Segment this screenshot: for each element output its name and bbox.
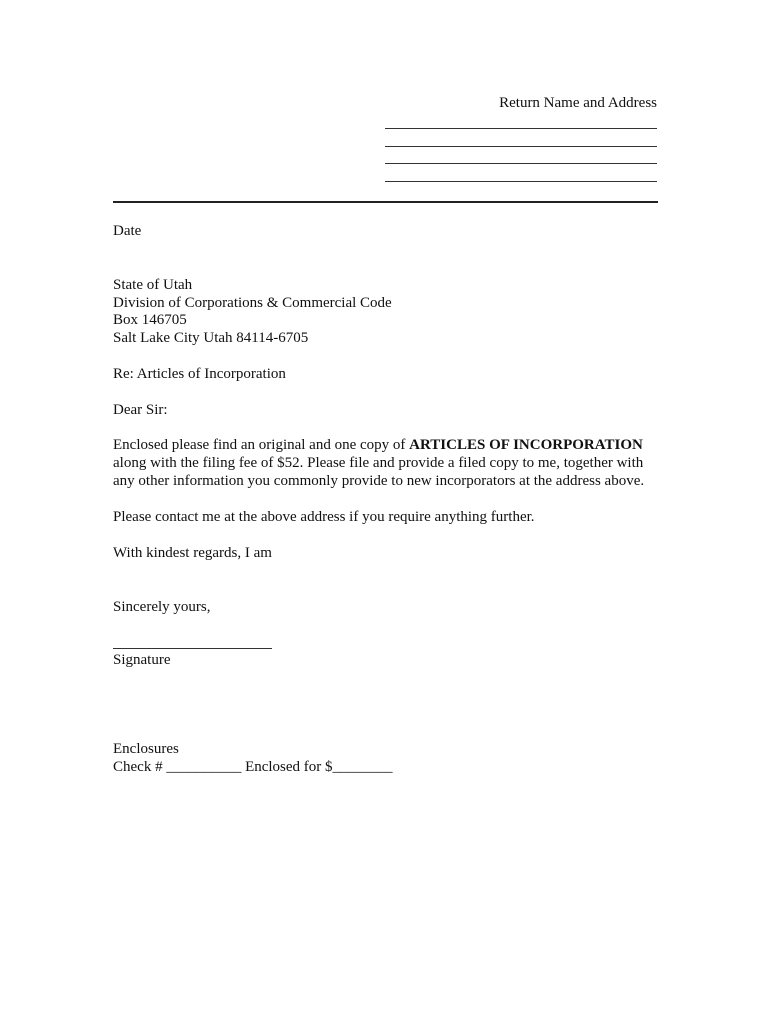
enclosures-label: Enclosures xyxy=(113,741,179,757)
body-paragraph-1-line-1 xyxy=(113,436,658,454)
document-title-emphasis: ARTICLES OF INCORPORATION xyxy=(409,437,643,453)
recipient-line-3: Box 146705 xyxy=(113,312,187,328)
return-address-block xyxy=(385,94,657,112)
signature-line[interactable] xyxy=(113,648,272,649)
recipient-line-4: Salt Lake City Utah 84114-6705 xyxy=(113,330,309,346)
signature-label: Signature xyxy=(113,652,171,668)
body-paragraph-3: With kindest regards, I am xyxy=(113,545,272,561)
body-paragraph-1-line-3: any other information you commonly provide to new incorporators at the address above. xyxy=(113,473,645,489)
date-label: Date xyxy=(113,223,142,239)
header-divider xyxy=(113,201,658,203)
recipient-line-2: Division of Corporations & Commercial Code xyxy=(113,295,392,311)
re-line: Re: Articles of Incorporation xyxy=(113,366,286,382)
salutation: Dear Sir: xyxy=(113,402,168,418)
check-line: Check # __________ Enclosed for $________ xyxy=(113,759,393,775)
body-paragraph-2: Please contact me at the above address if you require anything further. xyxy=(113,509,535,525)
closing: Sincerely yours, xyxy=(113,599,211,615)
body-paragraph-1-line-2: along with the filing fee of $52. Please file and provide a filed copy to me, together with xyxy=(113,455,644,471)
return-address-line-2[interactable] xyxy=(385,146,657,147)
body-text: Enclosed please find an original and one copy of xyxy=(113,437,410,453)
return-address-line-1[interactable] xyxy=(385,128,657,129)
return-address-line-3[interactable] xyxy=(385,163,657,164)
return-address-title: Return Name and Address xyxy=(499,95,657,111)
return-address-line-4[interactable] xyxy=(385,181,657,182)
recipient-line-1: State of Utah xyxy=(113,277,193,293)
body-paragraph-1 xyxy=(113,436,658,490)
